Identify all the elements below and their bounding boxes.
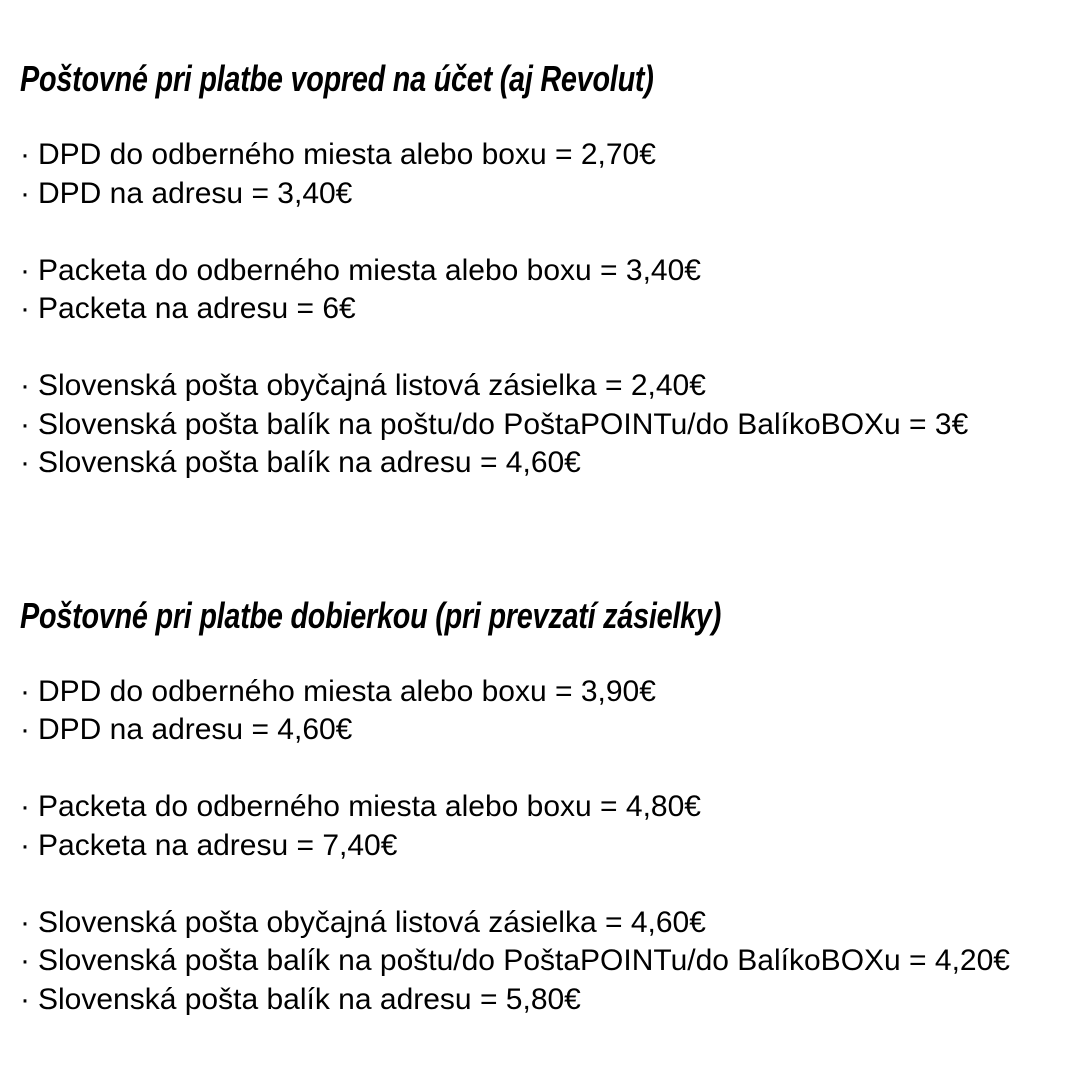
price-line [20, 788, 1070, 827]
carrier-group-packeta [20, 788, 1070, 865]
price-line [20, 175, 1070, 214]
price-line [20, 711, 1070, 750]
price-line [20, 367, 1070, 406]
price-text: Packeta do odberného miesta alebo boxu = 4,80€ [38, 790, 701, 823]
price-text: DPD na adresu = 4,60€ [38, 713, 353, 746]
section-prepayment [20, 58, 1070, 483]
bullet-dot: · [20, 713, 30, 746]
bullet-dot: · [20, 905, 30, 939]
price-text: Slovenská pošta obyčajná listová zásielka = 4,60€ [38, 905, 706, 939]
price-line [20, 252, 1070, 291]
price-text: DPD do odberného miesta alebo boxu = 2,70€ [38, 138, 656, 171]
price-line [20, 942, 1070, 981]
bullet-dot: · [20, 790, 30, 823]
price-text: DPD na adresu = 3,40€ [38, 176, 353, 210]
price-text: DPD do odberného miesta alebo boxu = 3,90€ [38, 674, 656, 708]
carrier-group-slovenska-posta [20, 367, 1070, 483]
price-line [20, 444, 1070, 483]
bullet-dot: · [20, 176, 30, 210]
price-line [20, 904, 1070, 943]
bullet-dot: · [20, 944, 30, 977]
section-cash-on-delivery [20, 595, 1070, 1020]
price-text: Slovenská pošta balík na adresu = 5,80€ [38, 982, 581, 1016]
section-title-cash-on-delivery: Poštovné pri platbe dobierkou (pri prevzatí zásielky) [20, 594, 722, 636]
price-text: Packeta na adresu = 7,40€ [38, 828, 398, 862]
carrier-group-dpd [20, 136, 1070, 213]
section-title-prepayment: Poštovné pri platbe vopred na účet (aj Revolut) [20, 58, 654, 99]
price-line [20, 981, 1070, 1020]
bullet-dot: · [20, 982, 30, 1016]
price-line [20, 290, 1070, 329]
bullet-dot: · [20, 253, 30, 287]
price-text: Packeta do odberného miesta alebo boxu = 3,40€ [38, 253, 701, 287]
bullet-dot: · [20, 369, 30, 402]
price-text: Slovenská pošta balík na poštu/do PoštaPOINTu/do BalíkoBOXu = 3€ [38, 407, 969, 441]
carrier-group-packeta [20, 252, 1070, 329]
bullet-dot: · [20, 292, 30, 325]
price-line [20, 136, 1070, 175]
price-line [20, 827, 1070, 866]
bullet-dot: · [20, 674, 30, 708]
price-text: Slovenská pošta balík na adresu = 4,60€ [38, 446, 581, 479]
price-text: Slovenská pošta balík na poštu/do PoštaPOINTu/do BalíkoBOXu = 4,20€ [38, 944, 1010, 977]
carrier-group-slovenska-posta [20, 904, 1070, 1020]
carrier-group-dpd [20, 673, 1070, 750]
bullet-dot: · [20, 828, 30, 862]
price-line [20, 673, 1070, 712]
price-text: Slovenská pošta obyčajná listová zásielka = 2,40€ [38, 369, 706, 402]
bullet-dot: · [20, 407, 30, 441]
price-text: Packeta na adresu = 6€ [38, 292, 356, 325]
price-line [20, 406, 1070, 445]
bullet-dot: · [20, 138, 30, 171]
bullet-dot: · [20, 446, 30, 479]
